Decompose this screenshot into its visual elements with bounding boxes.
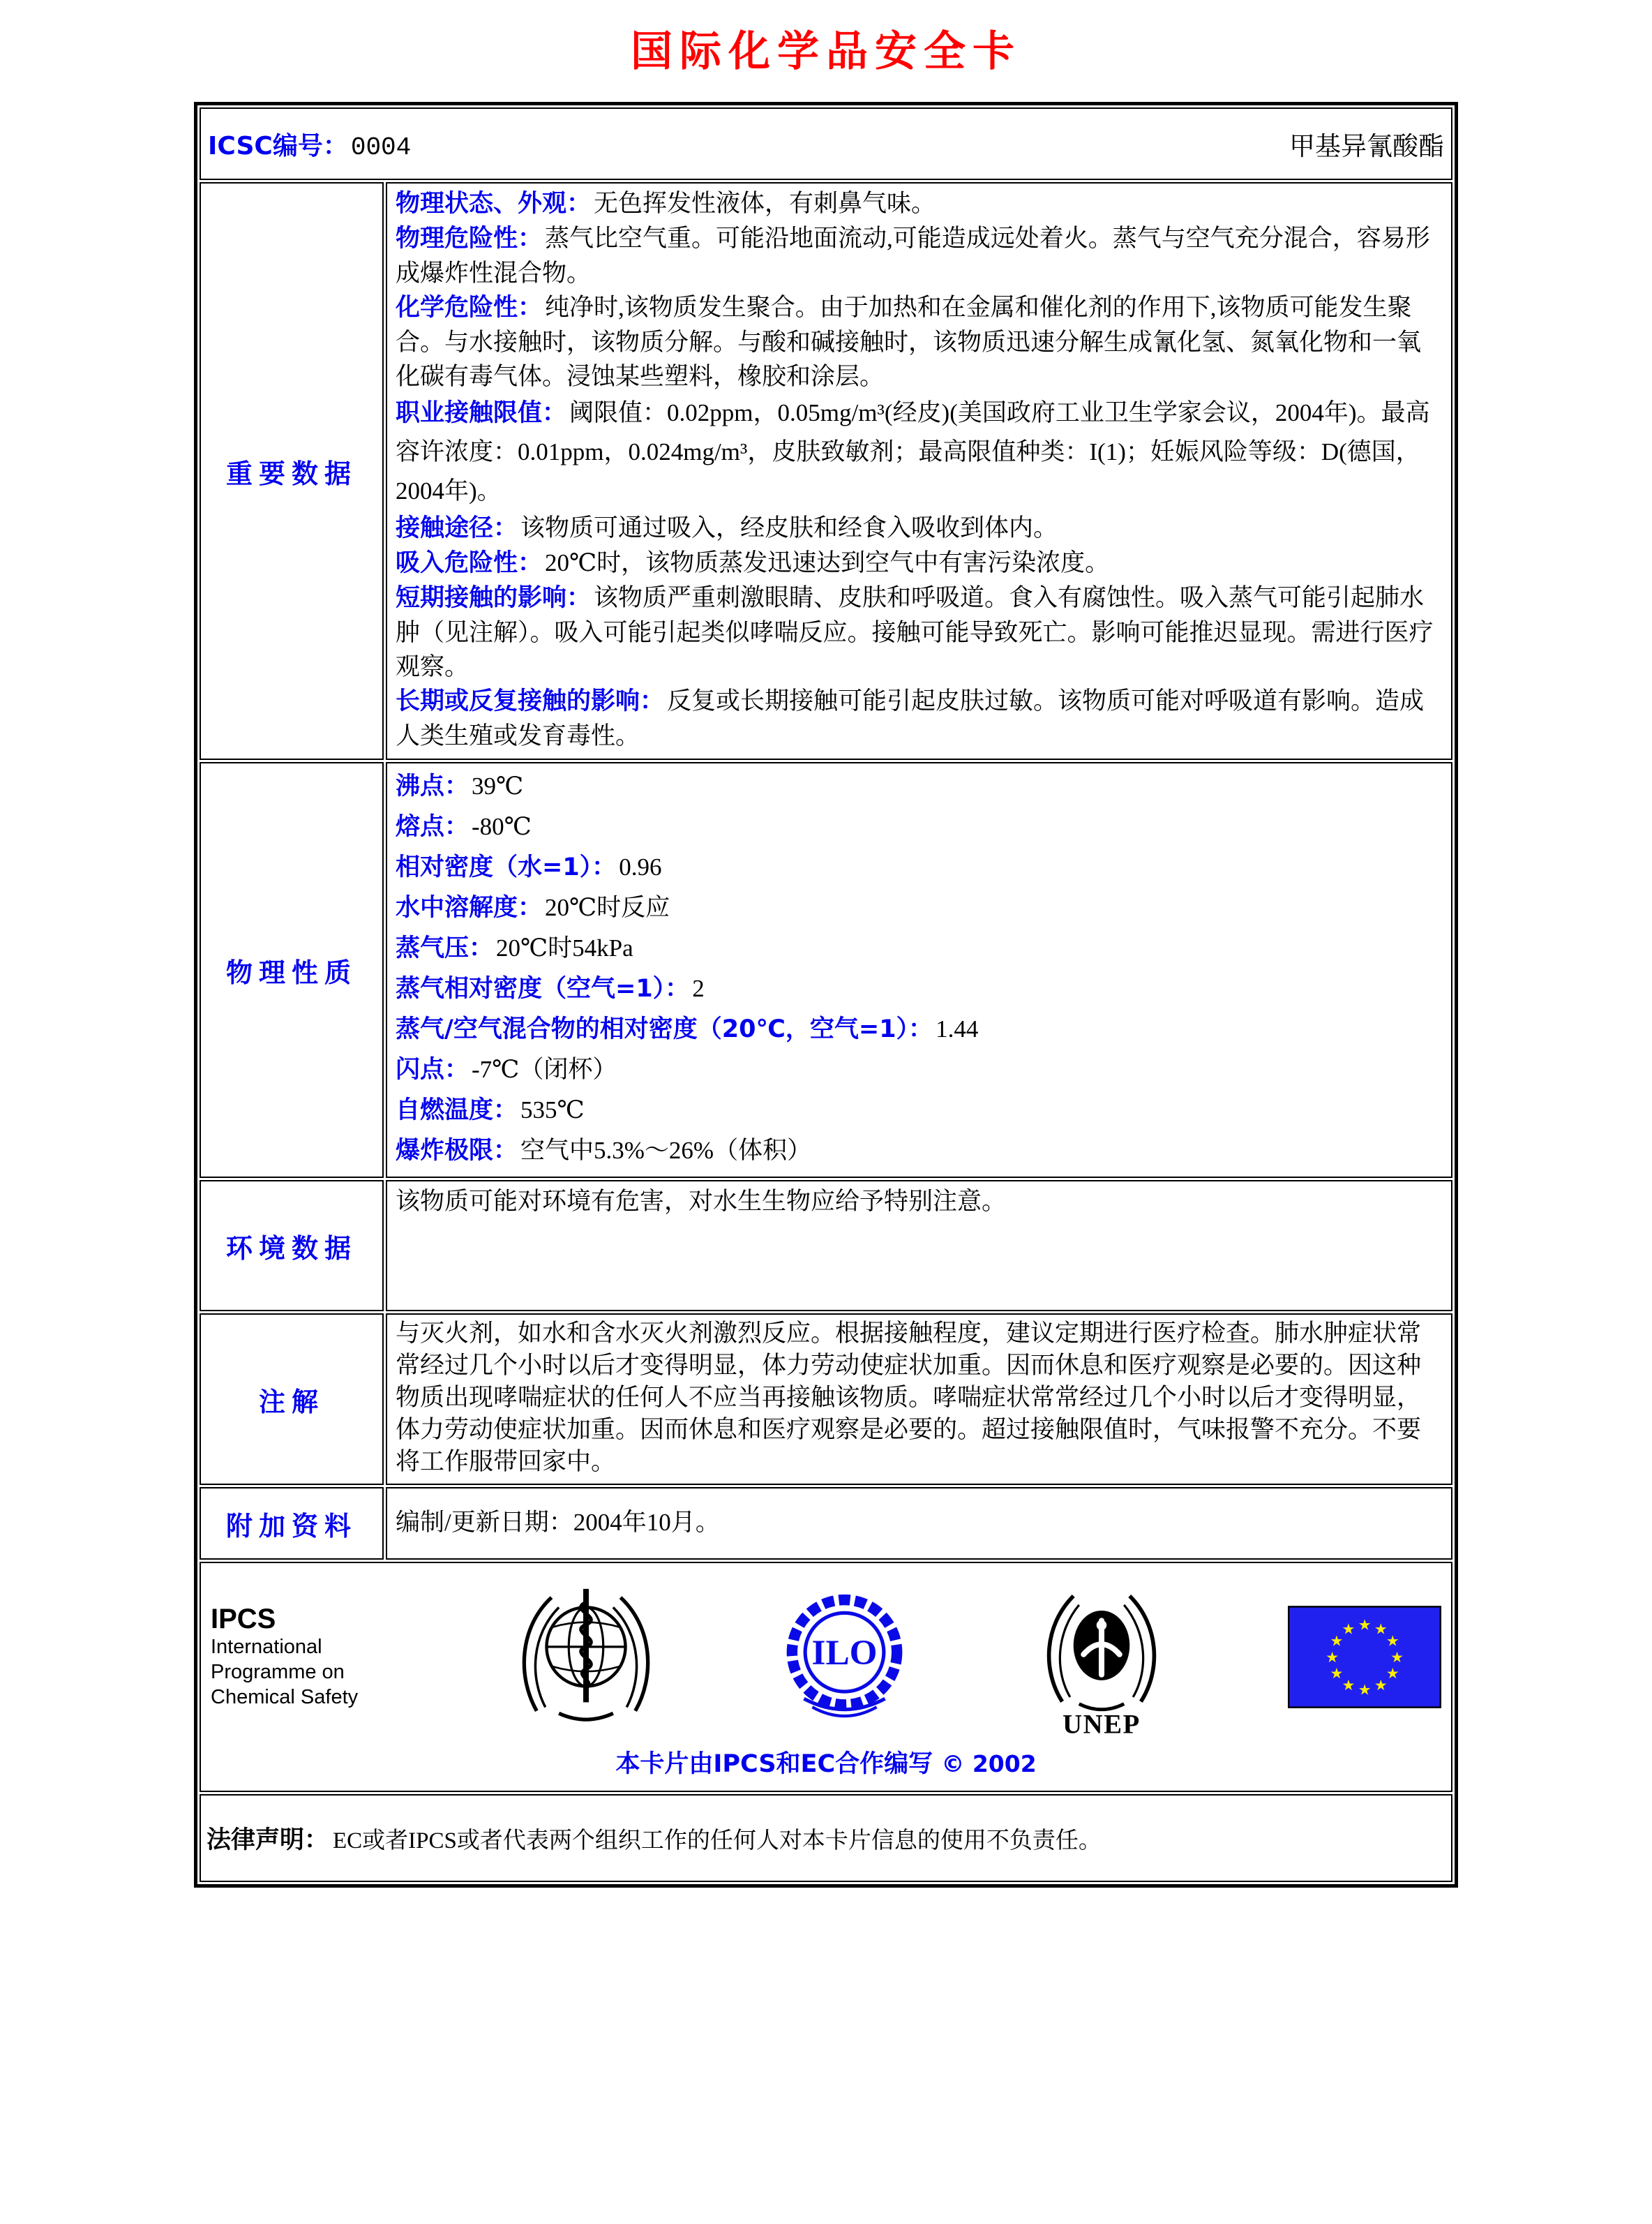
icsc-card (194, 0, 1458, 1888)
legal-row (200, 1794, 1452, 1882)
entry-occupational-limits (396, 394, 1444, 511)
prop-water-solubility (396, 888, 1444, 928)
entry-label: 短期接触的影响： (396, 584, 592, 612)
ipcs-subtitle-line3: Chemical Safety (211, 1686, 359, 1709)
legal-text: EC或者IPCS或者代表两个组织工作的任何人对本卡片信息的使用不负责任。 (333, 1828, 1102, 1853)
icsc-table (194, 102, 1458, 1888)
entry-exposure-routes (396, 511, 1444, 546)
entry-text: 纯净时,该物质发生聚合。由于加热和在金属和催化剂的作用下,该物质可能发生聚合。与水接触时，该物质分解。与酸和碱接触时，该物质迅速分解生成氰化氢、氮氧化物和一氧化碳有毒气体。浸蚀某些塑料，橡胶和涂层。 (396, 294, 1422, 390)
environmental-data-content (386, 1180, 1452, 1311)
logos-row (200, 1562, 1452, 1792)
entry-chemical-danger (396, 290, 1444, 394)
entry-text: 反复或长期接触可能引起皮肤过敏。该物质可能对呼吸道有影响。造成人类生殖或发育毒性。 (396, 687, 1425, 749)
prop-relative-density (396, 847, 1444, 888)
entry-label: 吸入危险性： (396, 549, 543, 577)
entry-text: 该物质可通过吸入，经皮肤和经食入吸收到体内。 (520, 514, 1058, 542)
prop-vapor-air-density (396, 1009, 1444, 1050)
environmental-data-row (200, 1180, 1452, 1311)
notes-content (386, 1313, 1452, 1485)
svg-text:★: ★ (1342, 1621, 1356, 1637)
entry-label: 接触途径： (396, 514, 518, 542)
prop-label: 蒸气压： (396, 934, 494, 962)
prop-label: 爆炸极限： (396, 1137, 518, 1165)
prop-label: 熔点： (396, 813, 470, 841)
prop-label: 水中溶解度： (396, 894, 543, 922)
svg-text:★: ★ (1342, 1677, 1356, 1694)
entry-long-term-effects (396, 684, 1444, 753)
unep-label: UNEP (1062, 1710, 1141, 1738)
entry-short-term-effects (396, 581, 1444, 684)
entry-text: 阈限值：0.02ppm，0.05mg/m³(经皮)(美国政府工业卫生学家会议，2004年)。最高容许浓度：0.01ppm，0.024mg/m³，皮肤致敏剂；最高限值种类：I(1)；妊娠风险等级：D(德国，2004年)。 (396, 399, 1430, 505)
important-data-row (200, 182, 1452, 760)
ilo-letters: ILO (811, 1632, 877, 1673)
prop-flash-point (396, 1050, 1444, 1090)
prop-value: 535℃ (520, 1096, 585, 1124)
icsc-number-group (208, 126, 411, 162)
important-data-content (386, 182, 1452, 760)
ipcs-subtitle-line2: Programme on (211, 1660, 345, 1683)
svg-text:★: ★ (1386, 1665, 1399, 1682)
notes-text: 与灭火剂，如水和含水灭火剂激烈反应。根据接触程度，建议定期进行医疗检查。肺水肿症状常常经过几个小时以后才变得明显，体力劳动使症状加重。因而休息和医疗观察是必要的。因这种物质出现哮喘症状的任何人不应当再接触该物质。哮喘症状常常经过几个小时以后才变得明显，体力劳动使症状加重。因而休息和医疗观察是必要的。超过接触限值时，气味报警不充分。不要将工作服带回家中。 (396, 1320, 1422, 1475)
additional-info-row-label: 附加资料 (200, 1487, 384, 1560)
entry-physical-state (396, 186, 1444, 221)
page-title: 国际化学品安全卡 (631, 27, 1021, 76)
prop-value: 20℃时反应 (545, 894, 670, 921)
prop-vapor-density (396, 969, 1444, 1009)
prop-value: 2 (692, 975, 705, 1002)
header-row (200, 107, 1452, 180)
prop-label: 相对密度（水=1）： (396, 853, 617, 881)
entry-label: 物理状态、外观： (396, 190, 592, 218)
prop-explosive-limits (396, 1130, 1444, 1171)
icsc-number-value: 0004 (350, 133, 412, 162)
prop-label: 蒸气相对密度（空气=1）： (396, 975, 690, 1003)
credit-line (211, 1745, 1441, 1779)
physical-properties-row (200, 762, 1452, 1178)
chemical-name: 甲基异氰酸酯 (1289, 133, 1444, 161)
additional-info-text: 编制/更新日期：2004年10月。 (396, 1508, 720, 1536)
eu-flag-icon (1288, 1606, 1441, 1708)
entry-text: 无色挥发性液体，有刺鼻气味。 (594, 190, 936, 217)
important-data-row-label: 重要数据 (200, 182, 384, 760)
entry-label: 长期或反复接触的影响： (396, 687, 665, 715)
ipcs-subtitle-line1: International (211, 1635, 322, 1658)
prop-value: -7℃（闭杯） (472, 1056, 617, 1083)
svg-text:★: ★ (1358, 1681, 1372, 1698)
prop-label: 蒸气/空气混合物的相对密度（20℃，空气=1）： (396, 1015, 933, 1043)
svg-text:★: ★ (1330, 1633, 1344, 1650)
svg-text:★: ★ (1330, 1665, 1344, 1682)
entry-inhalation-risk (396, 546, 1444, 581)
additional-info-content (386, 1487, 1452, 1560)
prop-label: 自燃温度： (396, 1096, 518, 1124)
prop-label: 沸点： (396, 773, 470, 800)
prop-value: 空气中5.3%～26%（体积） (520, 1137, 812, 1164)
entry-text: 蒸气比空气重。可能沿地面流动,可能造成远处着火。蒸气与空气充分混合，容易形成爆炸性混合物。 (396, 225, 1430, 287)
entry-physical-danger (396, 221, 1444, 290)
who-logo-icon (512, 1583, 660, 1731)
legal-label: 法律声明： (206, 1826, 329, 1854)
physical-properties-row-label: 物理性质 (200, 762, 384, 1178)
svg-text:★: ★ (1326, 1649, 1339, 1666)
prop-value: 1.44 (936, 1015, 979, 1043)
icsc-number-label: ICSC编号： (208, 131, 348, 161)
physical-properties-content (386, 762, 1452, 1178)
prop-vapor-pressure (396, 928, 1444, 969)
svg-text:★: ★ (1374, 1677, 1388, 1694)
ilo-logo-icon (773, 1585, 916, 1729)
entry-label: 物理危险性： (396, 225, 543, 253)
prop-autoignition-temp (396, 1090, 1444, 1130)
prop-value: 0.96 (619, 853, 662, 881)
entry-label: 化学危险性： (396, 294, 543, 322)
entry-text: 该物质严重刺激眼睛、皮肤和呼吸道。食入有腐蚀性。吸入蒸气可能引起肺水肿（见注解）。吸入可能引起类似哮喘反应。接触可能导致死亡。影响可能推迟显现。需进行医疗观察。 (396, 584, 1434, 680)
credit-year: © 2002 (941, 1750, 1037, 1777)
environmental-data-row-label: 环境数据 (200, 1180, 384, 1311)
entry-label: 职业接触限值： (396, 399, 567, 427)
environmental-data-text: 该物质可能对环境有危害，对水生生物应给予特别注意。 (396, 1188, 1007, 1215)
svg-text:★: ★ (1386, 1633, 1399, 1650)
entry-text: 20℃时，该物质蒸发迅速达到空气中有害污染浓度。 (545, 549, 1110, 576)
prop-label: 闪点： (396, 1056, 470, 1084)
credit-text: 本卡片由IPCS和EC合作编写 (615, 1750, 933, 1778)
ipcs-text-block (211, 1604, 399, 1710)
unep-logo-icon (1028, 1576, 1175, 1738)
svg-text:★: ★ (1358, 1616, 1372, 1633)
prop-value: 20℃时54kPa (496, 934, 633, 962)
additional-info-row (200, 1487, 1452, 1560)
notes-row-label: 注解 (200, 1313, 384, 1485)
ipcs-title: IPCS (211, 1603, 276, 1634)
prop-value: -80℃ (472, 813, 532, 840)
prop-value: 39℃ (472, 773, 524, 800)
svg-text:★: ★ (1374, 1621, 1388, 1637)
prop-boiling-point (396, 766, 1444, 807)
svg-text:★: ★ (1390, 1649, 1404, 1666)
notes-row (200, 1313, 1452, 1485)
prop-melting-point (396, 807, 1444, 847)
